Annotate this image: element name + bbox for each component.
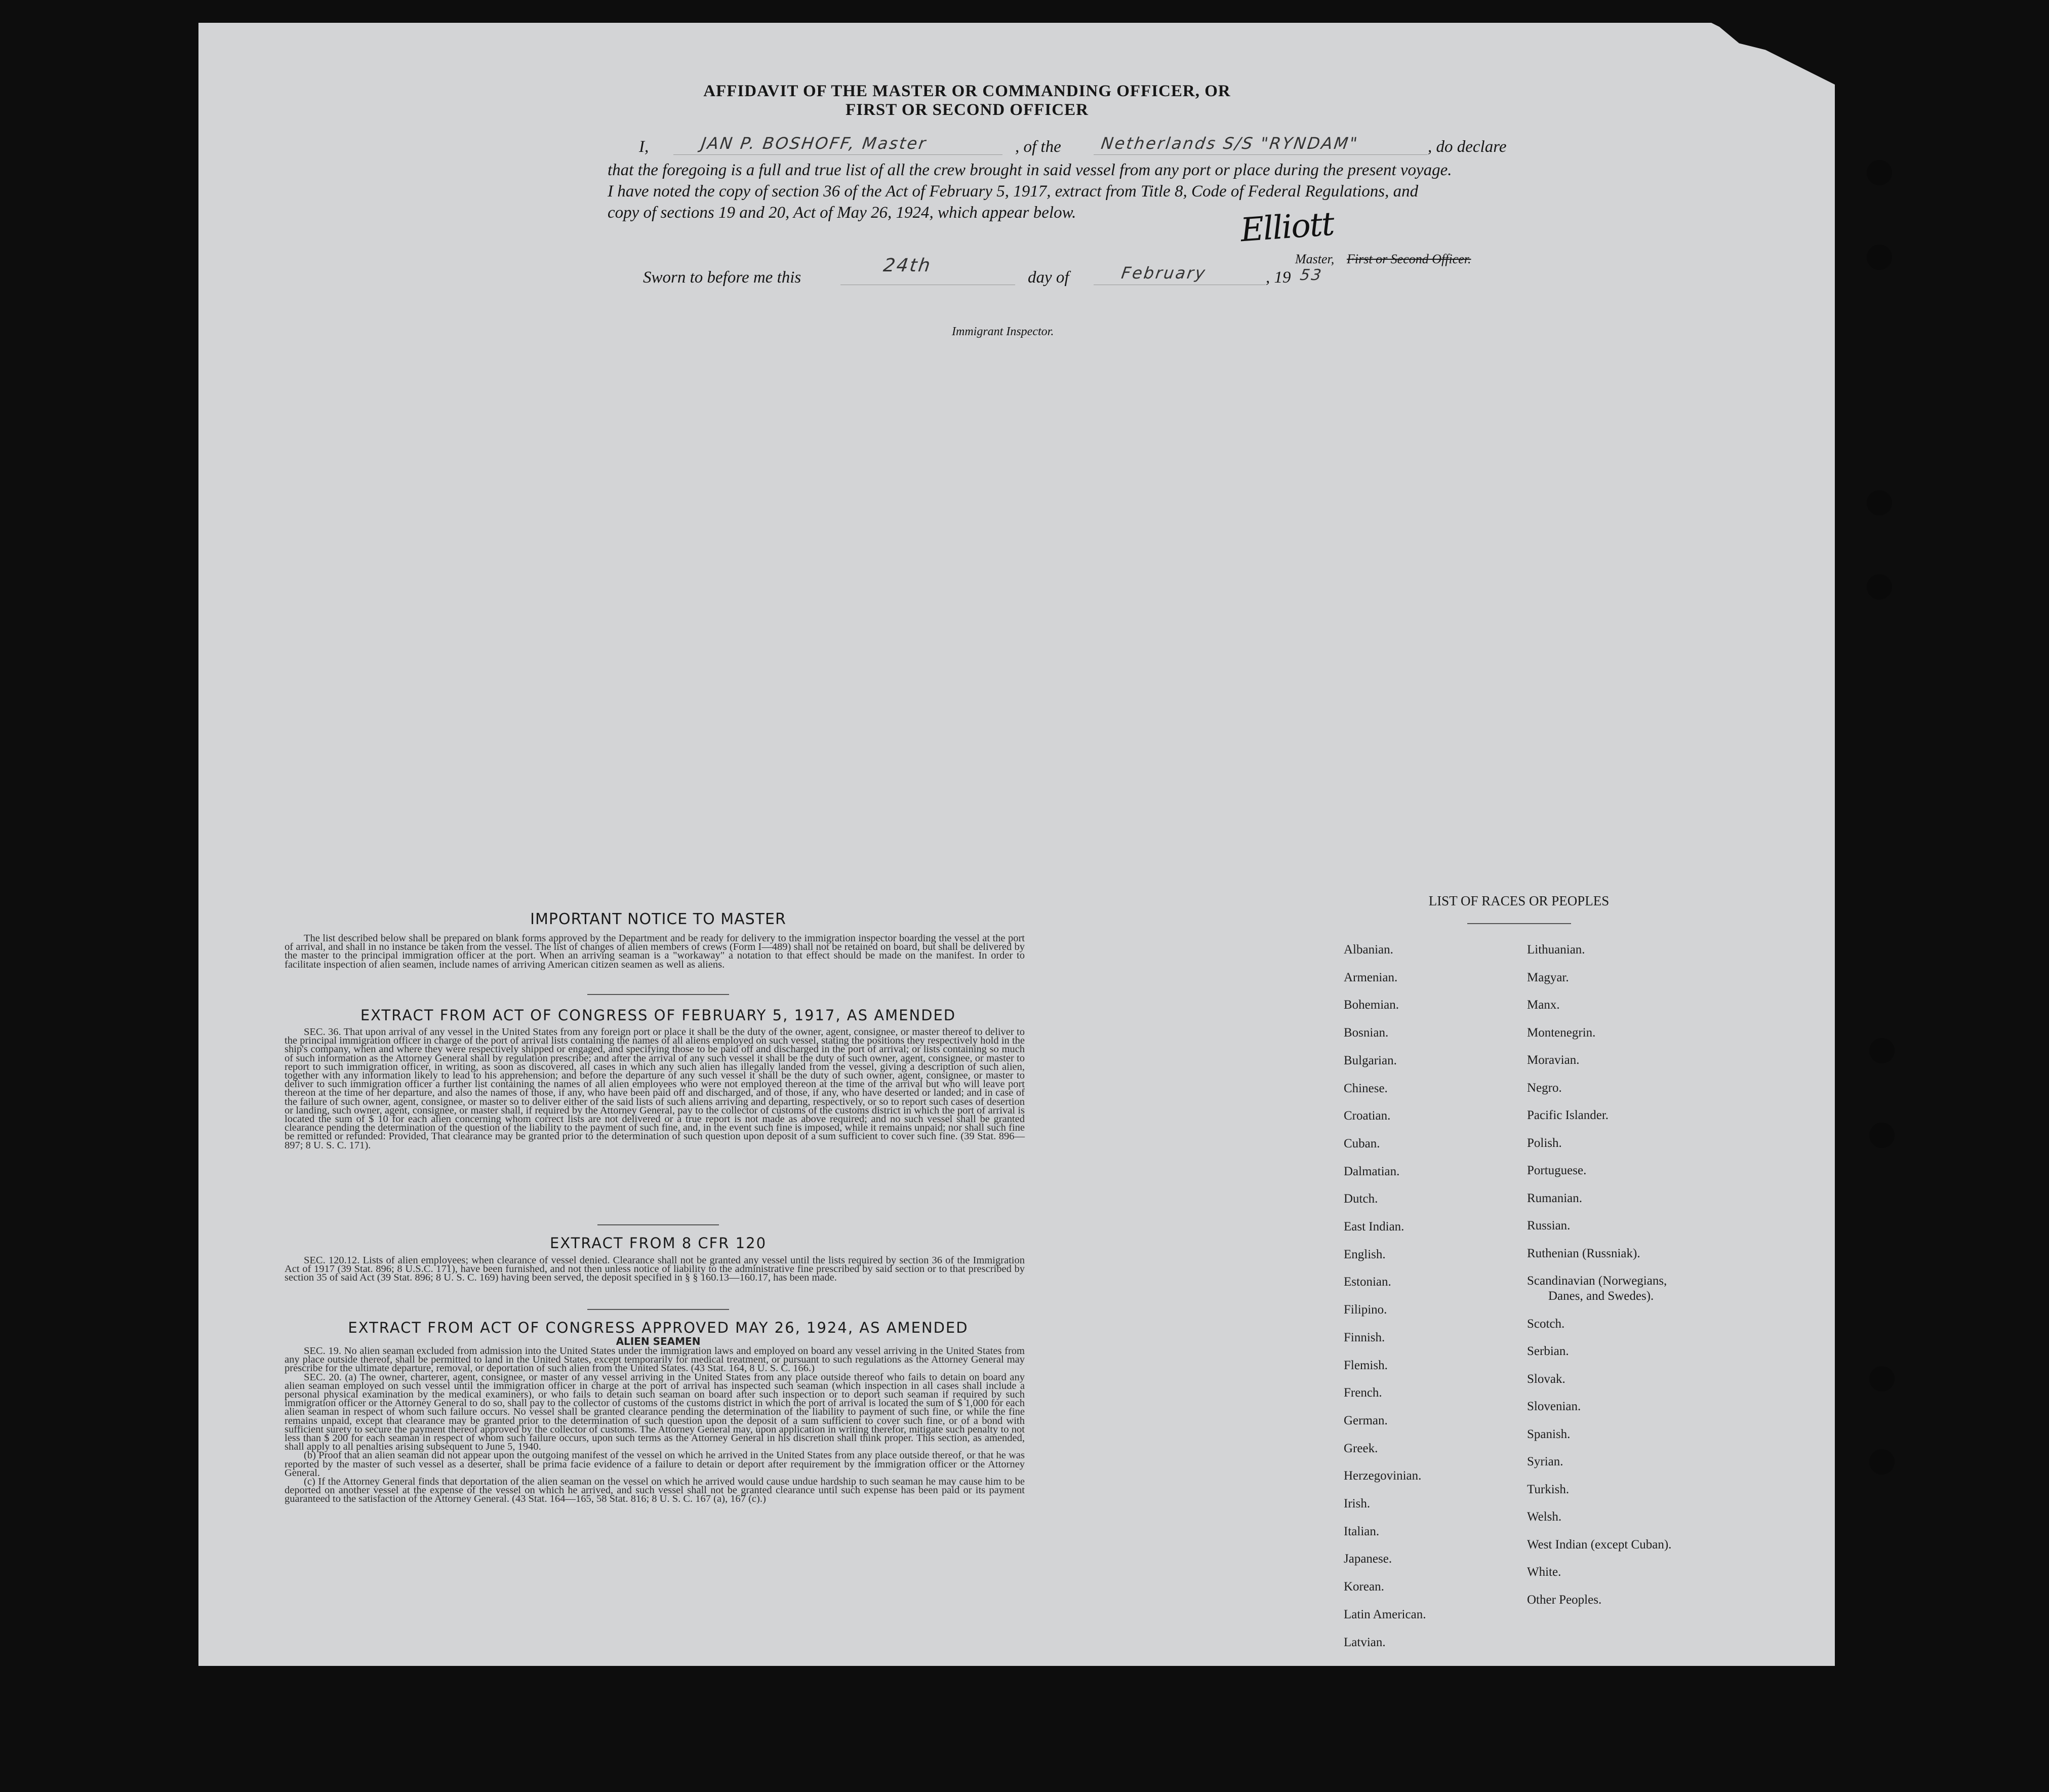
race-item: Bosnian. (1344, 1026, 1389, 1040)
section-divider (587, 994, 729, 995)
race-item: Ruthenian (Russniak). (1527, 1246, 1640, 1260)
affidavit-line-2: that the foregoing is a full and true list of all the crew brought in said vessel from any port or place during the present voyage. (608, 161, 1452, 179)
alien-seamen-subtitle: ALIEN SEAMEN (616, 1335, 701, 1347)
race-item: Negro. (1527, 1081, 1562, 1095)
day-handwritten: 24th (882, 255, 933, 276)
race-item: Finnish. (1344, 1330, 1385, 1344)
race-item: Portuguese. (1527, 1164, 1587, 1177)
extract-cfr-title: EXTRACT FROM 8 CFR 120 (549, 1235, 767, 1252)
punch-hole (1869, 1123, 1895, 1148)
master-signature: Elliott (1239, 205, 1335, 250)
race-item: Croatian. (1344, 1109, 1391, 1123)
affidavit-line-3: I have noted the copy of section 36 of the Act of February 5, 1917, extract from Title 8, Code of Federal Regulations, and (608, 182, 1419, 201)
race-item: Dutch. (1344, 1192, 1378, 1206)
races-title: LIST OF RACES OR PEOPLES (1428, 893, 1610, 908)
section-divider (597, 1224, 719, 1225)
race-item: Scotch. (1527, 1317, 1565, 1331)
race-item: Serbian. (1527, 1344, 1569, 1358)
notice-title: IMPORTANT NOTICE TO MASTER (530, 910, 786, 928)
immigrant-inspector-label: Immigrant Inspector. (952, 325, 1054, 338)
race-item: Pacific Islander. (1527, 1108, 1609, 1122)
punch-hole (1867, 245, 1892, 270)
race-item: Moravian. (1527, 1053, 1580, 1067)
officer-label-struck: First or Second Officer. (1347, 252, 1471, 266)
race-item: Latin American. (1344, 1607, 1426, 1621)
race-item: English. (1344, 1247, 1386, 1261)
year-prefix: , 19 (1266, 268, 1291, 287)
race-item: East Indian. (1344, 1220, 1404, 1233)
race-item: Montenegrin. (1527, 1025, 1596, 1040)
race-item: Lithuanian. (1527, 943, 1585, 957)
do-declare-text: , do declare (1428, 138, 1507, 156)
name-underline (673, 154, 1002, 155)
race-item: Armenian. (1344, 970, 1398, 984)
race-item: Cuban. (1344, 1136, 1380, 1150)
punch-hole (1869, 1366, 1895, 1391)
punch-hole (1869, 1038, 1895, 1063)
race-item: Russian. (1527, 1219, 1571, 1232)
race-item: Syrian. (1527, 1455, 1563, 1468)
sworn-text: Sworn to before me this (643, 268, 801, 287)
race-item: Flemish. (1344, 1358, 1388, 1372)
race-item: French. (1344, 1386, 1382, 1400)
race-item: Filipino. (1344, 1303, 1387, 1317)
race-item: Irish. (1344, 1497, 1371, 1510)
race-item: Polish. (1527, 1136, 1562, 1150)
race-item: Slovenian. (1527, 1400, 1581, 1413)
master-name-handwritten: JAN P. BOSHOFF, Master (700, 134, 929, 153)
extract-1917-text: SEC. 36. That upon arrival of any vessel in the United States from any foreign port or place it shall be the duty of the owner, agent, consignee, or master thereof to deliver to the principal immigration officer in charge of the port of arrival lists containing the names of all aliens employed on such vessel, stating the positions they respectively hold in the ship's company, when and where they were respectively shipped or engaged, and specifying those to be paid off and discharged in the port of arrival; or lists containing so much of such information as the Attorney General shall by regulation prescribe; and after the arrival of any such vessel it shall be the duty of such owner, agent, consignee, or master to report to such immigration officer, in writing, as soon as discovered, all cases in which any such alien has illegally landed from the vessel, giving a description of such alien, together with any information likely to lead to his apprehension; and before the departure of any such vessel it shall be the duty of such owner, agent, consignee, or master to deliver to such immigration officer a further list containing the names of all alien employees who were not employed thereon at the time of the arrival but who will leave port thereon at the time of her departure, and also the names of those, if any, who have been paid off and discharged, and of those, if any, who have deserted or landed; and in case of the failure of such owner, agent, consignee, or master so to deliver either of the said lists of such aliens arriving and departing, respectively, or so to report such cases of desertion or landing, such owner, agent, consignee, or master shall, if required by the Attorney General, pay to the collector of customs of the customs district in which the port of arrival is located the sum of $ 10 for each alien concerning whom correct lists are not delivered or a true report is not made as above required; and no such vessel shall be granted clearance pending the determination of the question of the liability to the payment of such fine, and, in the event such fine is imposed, while it remains unpaid; nor shall such fine be remitted or refunded: Provided, That clearance may be granted prior to the determination of such question upon deposit of a sum sufficient to cover such fine. (39 Stat. 896—897; 8 U. S. C. 171). (285, 1026, 1025, 1151)
race-item: Welsh. (1527, 1510, 1562, 1524)
race-item: Magyar. (1527, 970, 1569, 984)
race-item: Spanish. (1527, 1427, 1571, 1441)
affidavit-line-4: copy of sections 19 and 20, Act of May 26, 1924, which appear below. (608, 204, 1076, 222)
punch-hole (1867, 574, 1892, 600)
race-item: Chinese. (1344, 1081, 1388, 1095)
year-handwritten: 53 (1299, 266, 1324, 284)
master-label: Master, (1295, 252, 1335, 266)
race-item: Danes, and Swedes). (1548, 1289, 1654, 1303)
section-divider (587, 1309, 729, 1310)
race-item: West Indian (except Cuban). (1527, 1537, 1672, 1551)
of-the-text: , of the (1015, 138, 1061, 156)
races-title-rule (1467, 923, 1571, 924)
extract-1924-title: EXTRACT FROM ACT OF CONGRESS APPROVED MAY 26, 1924, AS AMENDED (348, 1319, 969, 1336)
punch-hole (1867, 490, 1892, 515)
extract-cfr-text: SEC. 120.12. Lists of alien employees; when clearance of vessel denied. Clearance shall not be granted any vessel until the lists required by section 36 of the Immigration Act of 1917 (39 Stat. 896; 8 U.S.C. 171), have been furnished, and not then unless notice of liability to the administrative fine prescribed by said section or to that prescribed by section 35 of said Act (39 Stat. 896; 8 U. S. C. 169) having been served, the deposit specified in § § 160.13—160.17, has been made. (285, 1255, 1025, 1284)
affidavit-i: I, (639, 138, 649, 156)
month-handwritten: February (1120, 263, 1208, 283)
race-item: Korean. (1344, 1580, 1384, 1594)
race-item: Rumanian. (1527, 1191, 1583, 1205)
race-item: Greek. (1344, 1441, 1378, 1455)
race-item: Italian. (1344, 1524, 1380, 1538)
vessel-underline (1094, 154, 1428, 155)
race-item: Dalmatian. (1344, 1164, 1400, 1178)
race-item: Albanian. (1344, 943, 1393, 957)
race-item: Manx. (1527, 998, 1560, 1012)
vessel-name-handwritten: Netherlands S/S "RYNDAM" (1100, 134, 1360, 153)
extract-1924-text: SEC. 19. No alien seaman excluded from admission into the United States under the immigration laws and employed on board any vessel arriving in the United States from any place outside thereof, shall be permitted to land in the United States, except temporarily for medical treatment, or pursuant to such regulations as the Attorney General may prescribe for the ultimate departure, removal, or deportation of such alien from the United States. (43 Stat. 164, 8 U. S. C. 166.) SEC. 20. (a) The owner, charterer, agent, consignee, or master of any vessel arriving in the United States from any place outside thereof who fails to detain on board any alien seaman employed on such vessel until the immigration officer in charge at the port of arrival has inspected such seaman (which inspection in all cases shall include a personal physical examination by the medical examiners), or who fails to detain such seaman on board after such inspection or to deport such seaman if required by such immigration officer or the Attorney General to do so, shall pay to the collector of customs of the customs district in which the port of arrival is located the sum of $ 1,000 for each alien seaman in respect of whom such failure occurs. No vessel shall be granted clearance pending the determination of the liability to payment of such fine, or while the fine remains unpaid, except that clearance may be granted prior to the determination of such question upon the deposit of a sum sufficient to cover such fine, or of a bond with sufficient surety to secure the payment thereof approved by the collector of customs. The Attorney General may, upon application in writing therefor, mitigate such penalty to not less than $ 200 for each seaman in respect of whom such failure occurs, upon such terms as the Attorney General in his discretion shall think proper. This section, as amended, shall apply to all penalties arising subsequent to June 5, 1940. (b) Proof that an alien seaman did not appear upon the outgoing manifest of the vessel on which he arrived in the United States from any place outside thereof, or that he was reported by the master of such vessel as a deserter, shall be prima facie evidence of a failure to detain or deport after requirement by the immigration officer or the Attorney General. (c) If the Attorney General finds that deportation of the alien seaman on the vessel on which he arrived would cause undue hardship to such seaman he may cause him to be deported on another vessel at the expense of the vessel on which he arrived, and such vessel shall not be granted clearance until such expense has been paid or its payment guaranteed to the satisfaction of the Attorney General. (43 Stat. 164—165, 58 Stat. 816; 8 U. S. C. 167 (a), 167 (c).) (285, 1345, 1025, 1505)
race-item: Slovak. (1527, 1372, 1565, 1386)
race-item: Herzegovinian. (1344, 1469, 1422, 1483)
race-item: Estonian. (1344, 1275, 1391, 1289)
affidavit-title: AFFIDAVIT OF THE MASTER OR COMMANDING OFFICER, OR FIRST OR SECOND OFFICER (703, 82, 1231, 119)
race-item: Latvian. (1344, 1635, 1386, 1649)
race-item: Turkish. (1527, 1482, 1570, 1496)
race-item: Bohemian. (1344, 998, 1399, 1012)
race-item: Japanese. (1344, 1552, 1392, 1566)
punch-hole (1867, 160, 1892, 185)
race-item: Other Peoples. (1527, 1592, 1602, 1607)
race-item: White. (1527, 1565, 1561, 1579)
punch-hole (1869, 1449, 1895, 1475)
day-of-text: day of (1028, 268, 1069, 287)
extract-1917-title: EXTRACT FROM ACT OF CONGRESS OF FEBRUARY 5, 1917, AS AMENDED (360, 1007, 956, 1024)
notice-text: The list described below shall be prepared on blank forms approved by the Department and be ready for delivery to the immigration inspector boarding the vessel at the port of arrival, and shall in no instance be taken from the vessel. The list of changes of alien members of crews (Form I—489) shall not be retained on board, but shall be delivered by the master to the principal immigration officer at the port. When an arriving seaman is a "workaway" a notation to that effect should be made on the manifest. In order to facilitate inspection of alien seamen, include names of arriving American citizen seamen as well as aliens. (285, 933, 1025, 970)
race-item: German. (1344, 1413, 1388, 1427)
race-item: Bulgarian. (1344, 1053, 1397, 1067)
race-item: Scandinavian (Norwegians, (1527, 1274, 1667, 1288)
